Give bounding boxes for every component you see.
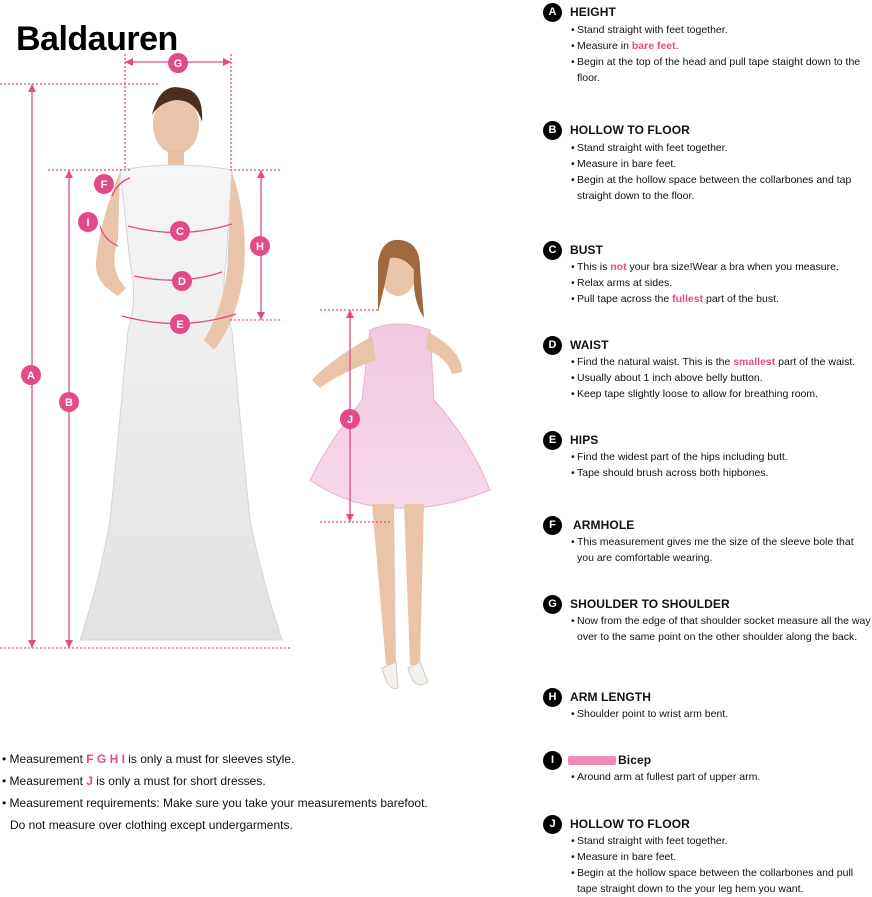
bullet: • Stand straight with feet together. xyxy=(542,140,872,156)
bullet: • This measurement gives me the size of the sleeve bole that you are comfortable wearing. xyxy=(542,534,872,566)
label-b xyxy=(59,392,79,412)
measurement-notes xyxy=(2,748,472,836)
section-hollow-to-floor xyxy=(542,121,872,204)
section-hips xyxy=(542,431,872,481)
badge-i: I xyxy=(543,751,562,770)
section-waist xyxy=(542,336,872,402)
label-c xyxy=(170,221,190,241)
badge-f: F xyxy=(543,516,562,535)
bullet: • Begin at the hollow space between the collarbones and tap straight down to the floor. xyxy=(542,172,872,204)
bullet: • Measure in bare feet. xyxy=(542,849,872,865)
badge-a: A xyxy=(543,3,562,22)
svg-text:D: D xyxy=(178,276,186,288)
bullet: • Pull tape across the fullest part of the bust. xyxy=(542,291,872,307)
section-title: HOLLOW TO FLOOR xyxy=(570,817,690,831)
note-clothing: Do not measure over clothing except undergarments. xyxy=(10,818,293,832)
label-i xyxy=(78,212,98,232)
short-dress-figure xyxy=(310,240,490,689)
badge-h: H xyxy=(543,688,562,707)
section-arm-length xyxy=(542,688,872,722)
badge-j: J xyxy=(543,815,562,834)
section-title: WAIST xyxy=(570,338,609,352)
section-bicep xyxy=(542,751,872,785)
bullet: • Measure in bare feet. xyxy=(542,38,872,54)
bullet: • Tape should brush across both hipbones. xyxy=(542,465,872,481)
svg-text:E: E xyxy=(176,319,184,331)
bullet: • Relax arms at sides. xyxy=(542,275,872,291)
svg-text:G: G xyxy=(173,58,183,70)
section-title: ARM LENGTH xyxy=(570,690,651,704)
bullet: • Usually about 1 inch above belly button. xyxy=(542,370,872,386)
section-title: HEIGHT xyxy=(570,5,616,19)
svg-text:H: H xyxy=(256,241,264,253)
bullet: • Shoulder point to wrist arm bent. xyxy=(542,706,872,722)
label-f xyxy=(94,174,114,194)
redaction-mark xyxy=(568,756,616,765)
bullet: • This is not your bra size!Wear a bra when you measure. xyxy=(542,259,872,275)
note-sleeves: • Measurement F G H I is only a must for sleeves style. xyxy=(2,752,295,766)
bullet: • Stand straight with feet together. xyxy=(542,833,872,849)
bullet: • Around arm at fullest part of upper arm. xyxy=(542,769,872,785)
svg-text:B: B xyxy=(65,397,73,409)
label-j xyxy=(340,409,360,429)
label-d xyxy=(172,271,192,291)
label-h xyxy=(250,236,270,256)
section-hollow-to-floor-2 xyxy=(542,815,872,897)
label-a xyxy=(21,365,41,385)
brand-logo: Baldauren xyxy=(16,20,178,58)
badge-e: E xyxy=(543,431,562,450)
section-shoulder-to-shoulder xyxy=(542,595,872,645)
svg-text:I: I xyxy=(86,217,90,229)
badge-c: C xyxy=(543,241,562,260)
svg-text:C: C xyxy=(176,226,184,238)
bullet: • Begin at the top of the head and pull tape staight down to the floor. xyxy=(542,54,872,86)
measurement-figure xyxy=(0,0,540,720)
bullet: • Begin at the hollow space between the collarbones and pull tape straight down to the your leg hem you want. xyxy=(542,865,872,897)
section-title: ARMHOLE xyxy=(573,518,635,532)
svg-text:A: A xyxy=(27,370,35,382)
bullet: • Keep tape slightly loose to allow for breathing room. xyxy=(542,386,872,402)
bullet: • Measure in bare feet. xyxy=(542,156,872,172)
svg-text:F: F xyxy=(100,179,108,191)
section-height xyxy=(542,3,872,86)
badge-g: G xyxy=(543,595,562,614)
bullet: • Stand straight with feet together. xyxy=(542,22,872,38)
bullet: • Find the natural waist. This is the smallest part of the waist. xyxy=(542,354,872,370)
section-title: HIPS xyxy=(570,433,599,447)
badge-b: B xyxy=(543,121,562,140)
badge-d: D xyxy=(543,336,562,355)
label-e xyxy=(170,314,190,334)
bullet: • Find the widest part of the hips including butt. xyxy=(542,449,872,465)
section-title: HOLLOW TO FLOOR xyxy=(570,123,690,137)
note-short-dress: • Measurement J is only a must for short dresses. xyxy=(2,774,266,788)
section-bust xyxy=(542,241,872,307)
bullet: • Now from the edge of that shoulder socket measure all the way over to the same point on the other shoulder along the back. xyxy=(542,613,872,645)
note-barefoot: • Measurement requirements: Make sure you take your measurements barefoot. xyxy=(2,796,428,810)
section-title: Bicep xyxy=(568,753,651,767)
section-title: SHOULDER TO SHOULDER xyxy=(570,597,730,611)
section-title: BUST xyxy=(570,243,604,257)
section-armhole xyxy=(542,516,872,566)
svg-text:J: J xyxy=(346,414,354,426)
